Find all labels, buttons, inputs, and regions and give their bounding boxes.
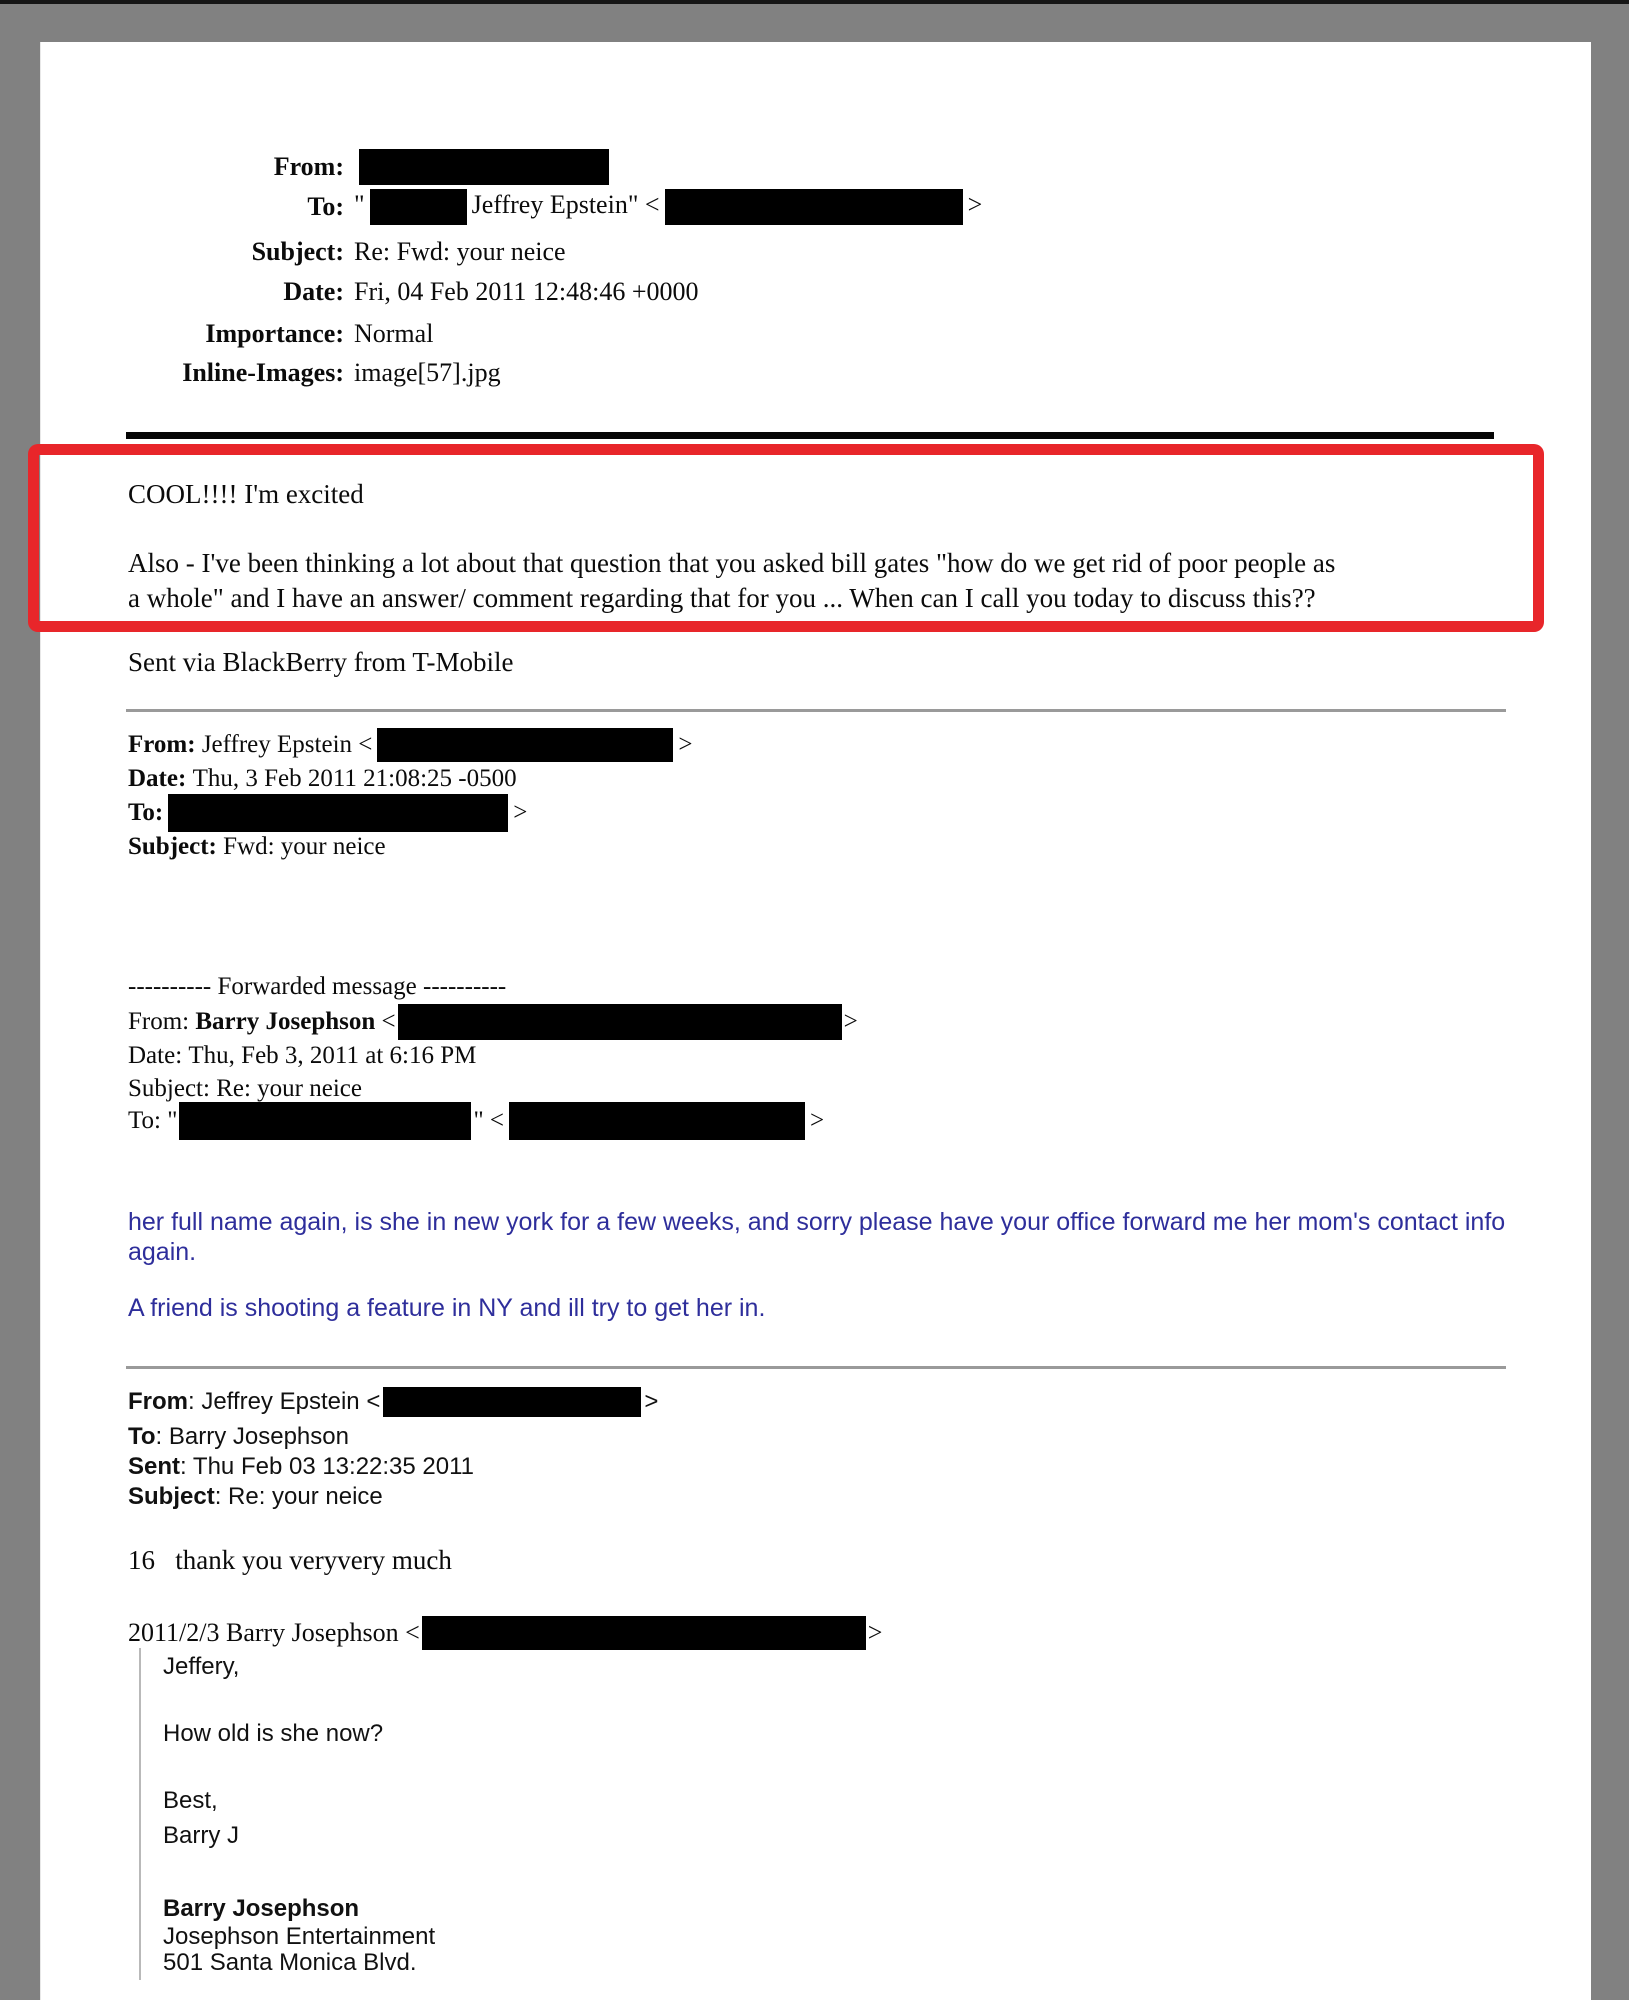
quote-mark: " <box>167 1107 178 1134</box>
quote-question: How old is she now? <box>163 1720 384 1747</box>
redaction-bar <box>377 728 673 762</box>
to-mid-text: " < <box>473 1107 505 1134</box>
q1-date-row <box>128 765 517 793</box>
fwd-subject-row <box>128 1075 362 1103</box>
fwd-date-row <box>128 1042 476 1070</box>
subject-label: Subject <box>128 1483 215 1510</box>
from-value <box>354 149 614 185</box>
date-label: Date: <box>128 1042 183 1069</box>
header-date-row <box>128 272 699 312</box>
blackberry-signature: Sent via BlackBerry from T-Mobile <box>128 647 514 677</box>
q1-to-row <box>128 792 527 834</box>
redaction-bar <box>359 149 609 185</box>
date-value: Thu, Feb 3, 2011 at 6:16 PM <box>188 1042 477 1069</box>
subject-label: Subject: <box>251 237 344 266</box>
email-document-page <box>40 42 1591 2000</box>
subject-value: Re: Fwd: your neice <box>354 237 566 266</box>
header-importance-row <box>128 314 433 354</box>
from-label: From: <box>128 1008 190 1035</box>
fwd-from-row <box>128 1001 858 1043</box>
to-name-text: Jeffrey Epstein" < <box>471 189 660 219</box>
date-value: Fri, 04 Feb 2011 12:48:46 +0000 <box>354 277 699 306</box>
signature-address: 501 Santa Monica Blvd. <box>163 1949 417 1976</box>
thanks-line: 16 thank you veryvery much <box>128 1545 452 1575</box>
blue-reply-line-1: her full name again, is she in new york for a few weeks, and sorry please have your office forward me her mom's contact info <box>128 1208 1506 1236</box>
inline-images-label: Inline-Images: <box>182 358 344 387</box>
angle-close: > <box>967 189 983 219</box>
redaction-bar <box>422 1616 866 1650</box>
section-rule-2 <box>126 1366 1506 1369</box>
sent-label: Sent <box>128 1453 181 1480</box>
to-value: : Barry Josephson <box>155 1423 349 1450</box>
header-to-row <box>128 187 982 227</box>
q2-sent-row <box>128 1453 474 1481</box>
redaction-bar <box>179 1102 471 1140</box>
redaction-bar <box>509 1102 805 1140</box>
blue-reply-line-3: A friend is shooting a feature in NY and ill try to get her in. <box>128 1294 766 1322</box>
from-label: From: <box>128 731 196 758</box>
top-dark-strip <box>0 0 1629 4</box>
redaction-bar <box>168 794 508 832</box>
signature-company: Josephson Entertainment <box>163 1923 436 1950</box>
body-line-cool: COOL!!!! I'm excited <box>128 479 364 509</box>
date-label: Date: <box>128 765 187 792</box>
from-name: Jeffrey Epstein < <box>201 731 373 758</box>
subject-label: Subject: <box>128 1075 210 1102</box>
to-label: To: <box>128 1107 161 1134</box>
subject-value: Re: your neice <box>216 1075 362 1102</box>
header-divider-rule <box>126 432 1494 439</box>
reply-prefix: 2011/2/3 Barry Josephson < <box>128 1618 420 1647</box>
redaction-bar <box>383 1387 641 1417</box>
body-line-also-1: Also - I've been thinking a lot about that question that you asked bill gates "how do we get rid of poor people as <box>128 548 1336 578</box>
redaction-bar <box>370 189 467 225</box>
inline-images-value: image[57].jpg <box>354 358 501 387</box>
section-rule-1 <box>126 709 1506 712</box>
from-label: From <box>128 1388 188 1415</box>
to-label: To <box>128 1423 156 1450</box>
quoted-reply-blockquote <box>139 1648 1441 1980</box>
blue-reply-line-2: again. <box>128 1238 197 1266</box>
quote-signoff: Barry J <box>163 1822 240 1849</box>
angle-close: > <box>644 1388 659 1415</box>
redaction-bar <box>398 1004 842 1040</box>
sent-value: : Thu Feb 03 13:22:35 2011 <box>180 1453 475 1480</box>
header-subject-row <box>128 232 566 272</box>
forwarded-divider: ---------- Forwarded message ---------- <box>128 973 507 1000</box>
angle-close: > <box>810 1107 825 1134</box>
to-label: To: <box>128 799 164 826</box>
date-label: Date: <box>283 277 344 306</box>
q1-from-row <box>128 724 692 766</box>
fwd-to-row <box>128 1100 824 1142</box>
signature-name: Barry Josephson <box>163 1895 360 1922</box>
importance-value: Normal <box>354 319 434 348</box>
q2-to-row <box>128 1423 349 1451</box>
header-from-row <box>128 147 614 187</box>
subject-value: Fwd: your neice <box>223 833 386 860</box>
from-name: Barry Josephson <box>195 1008 376 1035</box>
angle-open: < <box>381 1008 396 1035</box>
importance-label: Importance: <box>205 319 344 348</box>
date-value: Thu, 3 Feb 2011 21:08:25 -0500 <box>192 765 517 792</box>
subject-label: Subject: <box>128 833 217 860</box>
quote-closing: Best, <box>163 1787 218 1814</box>
subject-value: : Re: your neice <box>214 1483 383 1510</box>
q2-from-row <box>128 1384 658 1420</box>
from-value: : Jeffrey Epstein < <box>188 1388 381 1415</box>
angle-close: > <box>513 799 528 826</box>
to-label: To: <box>307 192 344 221</box>
to-value <box>354 189 982 225</box>
angle-close: > <box>678 731 693 758</box>
q2-subject-row <box>128 1483 383 1511</box>
header-inline-images-row <box>128 353 501 393</box>
angle-close: > <box>867 1618 883 1647</box>
angle-close: > <box>843 1008 858 1035</box>
quote-greeting: Jeffery, <box>163 1653 240 1680</box>
redaction-bar <box>665 189 963 225</box>
q1-subject-row <box>128 833 386 861</box>
quote-mark: " <box>354 189 365 219</box>
from-label: From: <box>273 152 344 181</box>
body-line-also-2: a whole" and I have an answer/ comment regarding that for you ... When can I call you today to discuss this?? <box>128 583 1316 613</box>
